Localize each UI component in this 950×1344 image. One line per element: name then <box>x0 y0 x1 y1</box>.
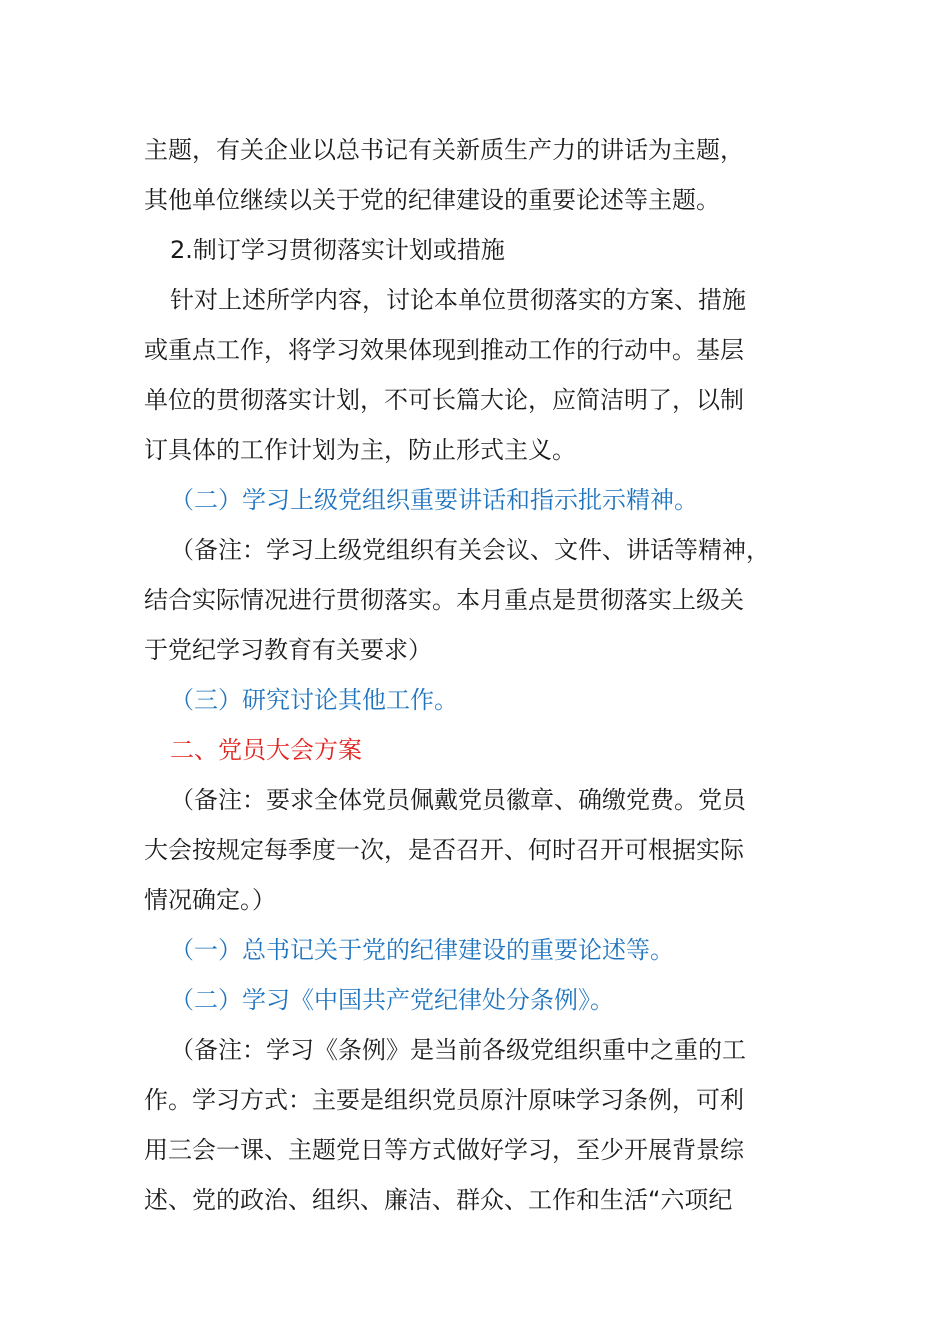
section-heading-blue: （一）总书记关于党的纪律建设的重要论述等。 <box>170 936 674 964</box>
body-line: 主题，有关企业以总书记有关新质生产力的讲话为主题， <box>144 136 744 164</box>
body-line: 或重点工作，将学习效果体现到推动工作的行动中。基层 <box>144 336 744 364</box>
section-heading-blue: （三）研究讨论其他工作。 <box>170 686 458 714</box>
body-line: 单位的贯彻落实计划，不可长篇大论，应简洁明了，以制 <box>144 386 744 414</box>
body-line: 述、党的政治、组织、廉洁、群众、工作和生活“六项纪 <box>144 1186 733 1214</box>
body-line: 其他单位继续以关于党的纪律建设的重要论述等主题。 <box>144 186 720 214</box>
body-line: 订具体的工作计划为主，防止形式主义。 <box>144 436 576 464</box>
section-heading-blue: （二）学习《中国共产党纪律处分条例》。 <box>170 986 614 1014</box>
note-first-line: （备注：学习《条例》是当前各级党组织重中之重的工 <box>170 1036 746 1064</box>
body-line: 情况确定。） <box>144 886 276 914</box>
section-heading-red: 二、党员大会方案 <box>170 736 362 764</box>
note-first-line: （备注：要求全体党员佩戴党员徽章、确缴党费。党员 <box>170 786 746 814</box>
body-line: 大会按规定每季度一次，是否召开、何时召开可根据实际 <box>144 836 744 864</box>
body-line: 用三会一课、主题党日等方式做好学习，至少开展背景综 <box>144 1136 744 1164</box>
body-line: 结合实际情况进行贯彻落实。本月重点是贯彻落实上级关 <box>144 586 744 614</box>
body-line: 作。学习方式：主要是组织党员原汁原味学习条例，可利 <box>144 1086 744 1114</box>
paragraph-first-line: 针对上述所学内容，讨论本单位贯彻落实的方案、措施 <box>170 286 746 314</box>
note-first-line: （备注：学习上级党组织有关会议、文件、讲话等精神， <box>170 536 770 564</box>
subheading-line: 2.制订学习贯彻落实计划或措施 <box>170 236 505 264</box>
section-heading-blue: （二）学习上级党组织重要讲话和指示批示精神。 <box>170 486 698 514</box>
body-line: 于党纪学习教育有关要求） <box>144 636 432 664</box>
